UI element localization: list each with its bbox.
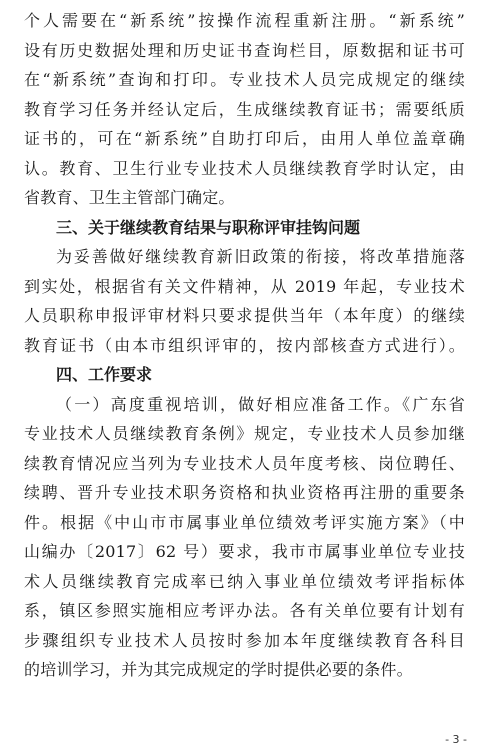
document-body (24, 6, 465, 685)
text-line: 续教育情况应当列为专业技术人员年度考核、岗位聘任、 (24, 453, 465, 473)
text-line: 为妥善做好继续教育新旧政策的衔接，将改革措施落 (56, 247, 465, 266)
text-line: 人员职称申报评审材料只要求提供当年（本年度）的继续 (24, 306, 465, 325)
section-heading-3: 三、关于继续教育结果与职称评审挂钩问题 (56, 217, 361, 237)
text-line: 在“新系统”查询和打印。专业技术人员完成规定的继续 (24, 70, 465, 89)
text-line: 山编办〔2017〕62 号）要求，我市市属事业单位专业技 (24, 542, 465, 561)
text-line: 件。根据《中山市市属事业单位绩效考评实施方案》（中 (24, 512, 465, 532)
text-line: （一）高度重视培训，做好相应准备工作。《广东省 (56, 394, 465, 414)
text-line: 个人需要在“新系统”按操作流程重新注册。“新系统” (24, 11, 465, 30)
text-line: 证书的，可在“新系统”自助打印后，由用人单位盖章确 (24, 129, 465, 148)
text-line: 教育证书（由本市组织评审的，按内部核查方式进行）。 (24, 335, 465, 355)
text-line: 系，镇区参照实施相应考评办法。各有关单位要有计划有 (24, 601, 465, 620)
paragraph-registration (24, 6, 465, 213)
text-line: 省教育、卫生主管部门确定。 (24, 188, 235, 207)
text-line: 续聘、晋升专业技术职务资格和执业资格再注册的重要条 (24, 483, 465, 502)
text-line: 设有历史数据处理和历史证书查询栏目，原数据和证书可 (24, 40, 465, 60)
paragraph-title-linking (24, 242, 465, 360)
text-line: 认。教育、卫生行业专业技术人员继续教育学时认定，由 (24, 158, 465, 178)
text-line: 的培训学习，并为其完成规定的学时提供必要的条件。 (24, 660, 413, 679)
text-line: 专业技术人员继续教育条例》规定，专业技术人员参加继 (24, 424, 465, 443)
text-line: 到实处，根据省有关文件精神，从 2019 年起，专业技术 (24, 276, 465, 296)
text-line: 术人员继续教育完成率已纳入事业单位绩效考评指标体 (24, 571, 465, 591)
page-number: - 3 - (445, 733, 467, 746)
section-heading-4: 四、工作要求 (56, 365, 153, 384)
text-line: 步骤组织专业技术人员按时参加本年度继续教育各科目 (24, 630, 465, 650)
text-line: 教育学习任务并经认定后，生成继续教育证书；需要纸质 (24, 99, 465, 119)
paragraph-work-requirements (24, 390, 465, 685)
